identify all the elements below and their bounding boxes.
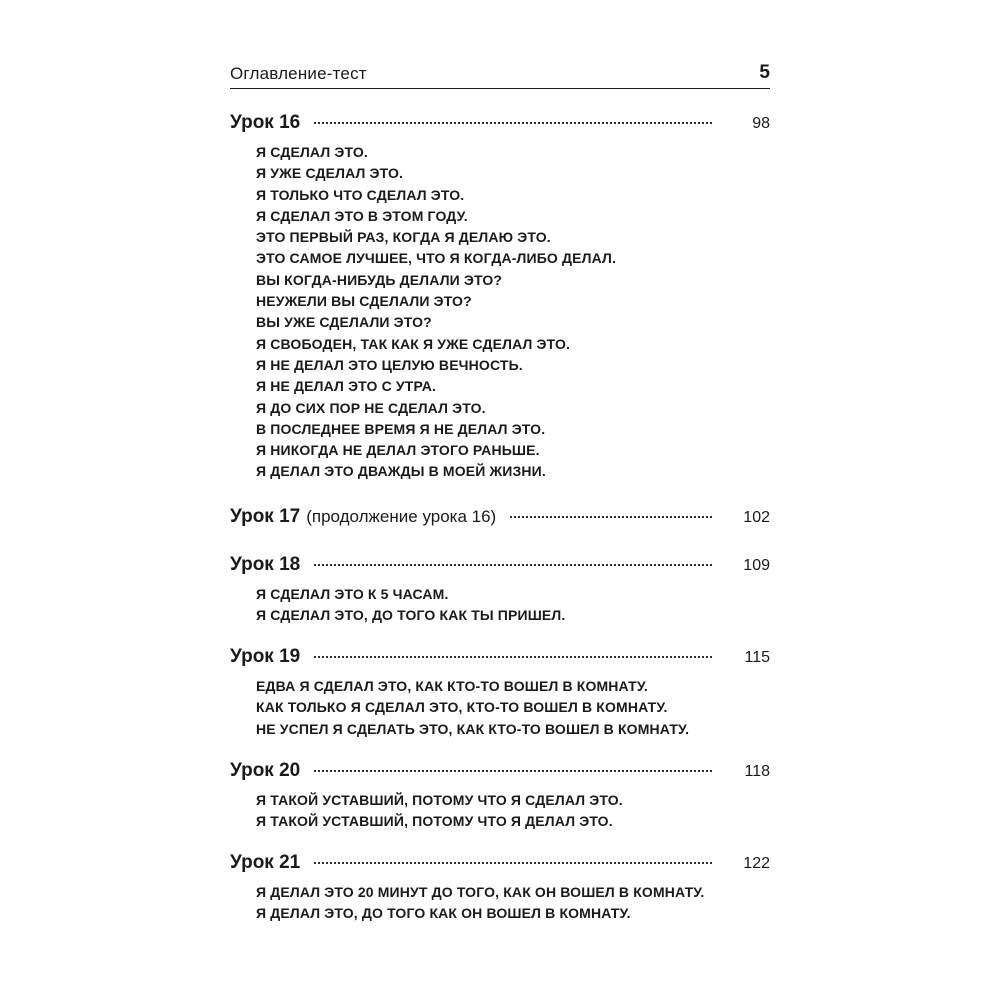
toc-entry-lesson-20[interactable] — [230, 760, 770, 833]
lesson-title: Урок 16 — [230, 112, 301, 133]
lesson-phrase: Я НЕ ДЕЛАЛ ЭТО ЦЕЛУЮ ВЕЧНОСТЬ. — [256, 356, 523, 373]
lesson-phrase-list — [230, 676, 770, 740]
lesson-title: Урок 18 — [230, 554, 301, 575]
lesson-phrase: Я СДЕЛАЛ ЭТО К 5 ЧАСАМ. — [256, 586, 449, 602]
lesson-page-number: 115 — [744, 649, 770, 666]
toc-entry-heading — [230, 506, 770, 532]
lesson-page-number: 118 — [744, 763, 770, 780]
lesson-phrase: Я ДЕЛАЛ ЭТО, ДО ТОГО КАК ОН ВОШЕЛ В КОМНАТУ. — [256, 905, 631, 922]
running-header — [230, 62, 770, 89]
toc-entry-lesson-18[interactable] — [230, 554, 770, 627]
lesson-page-number: 122 — [743, 855, 770, 872]
lesson-phrase-list — [230, 882, 770, 925]
dot-leader — [314, 862, 712, 864]
lesson-phrase: Я ТАКОЙ УСТАВШИЙ, ПОТОМУ ЧТО Я ДЕЛАЛ ЭТО. — [256, 813, 613, 830]
lesson-phrase-list — [230, 790, 770, 833]
running-title: Оглавление-тест — [230, 64, 367, 83]
lesson-phrase: Я НЕ ДЕЛАЛ ЭТО С УТРА. — [256, 378, 437, 395]
dot-leader — [314, 122, 712, 124]
lesson-phrase: ЕДВА Я СДЕЛАЛ ЭТО, КАК КТО-ТО ВОШЕЛ В КОМНАТУ. — [256, 678, 648, 694]
lesson-phrase-list — [230, 584, 770, 627]
lesson-phrase: Я ТОЛЬКО ЧТО СДЕЛАЛ ЭТО. — [256, 186, 465, 203]
lesson-phrase: ВЫ КОГДА-НИБУДЬ ДЕЛАЛИ ЭТО? — [256, 271, 503, 288]
toc-entry-lesson-17[interactable] — [230, 506, 770, 532]
lesson-phrase: Я ТАКОЙ УСТАВШИЙ, ПОТОМУ ЧТО Я СДЕЛАЛ ЭТО. — [256, 792, 623, 808]
lesson-phrase: Я ДЕЛАЛ ЭТО ДВАЖДЫ В МОЕЙ ЖИЗНИ. — [256, 463, 546, 480]
lesson-phrase-list — [230, 142, 770, 483]
lesson-phrase: Я ДО СИХ ПОР НЕ СДЕЛАЛ ЭТО. — [256, 399, 486, 416]
toc-entry-heading — [230, 646, 770, 672]
lesson-phrase: Я ДЕЛАЛ ЭТО 20 МИНУТ ДО ТОГО, КАК ОН ВОШЕЛ В КОМНАТУ. — [256, 884, 705, 900]
toc-entry-heading — [230, 852, 770, 878]
lesson-phrase: ЭТО ПЕРВЫЙ РАЗ, КОГДА Я ДЕЛАЮ ЭТО. — [256, 229, 551, 246]
lesson-page-number: 98 — [752, 115, 770, 132]
lesson-phrase: Я СВОБОДЕН, ТАК КАК Я УЖЕ СДЕЛАЛ ЭТО. — [256, 335, 571, 352]
toc-entry-lesson-19[interactable] — [230, 646, 770, 740]
lesson-phrase: НЕ УСПЕЛ Я СДЕЛАТЬ ЭТО, КАК КТО-ТО ВОШЕЛ В КОМНАТУ. — [256, 720, 690, 737]
lesson-phrase: Я СДЕЛАЛ ЭТО. — [256, 144, 368, 160]
dot-leader — [314, 564, 712, 566]
dot-leader — [314, 656, 712, 658]
lesson-note: (продолжение урока 16) — [306, 507, 497, 526]
toc-entry-lesson-21[interactable] — [230, 852, 770, 925]
lesson-title: Урок 19 — [230, 646, 301, 667]
lesson-phrase: ЭТО САМОЕ ЛУЧШЕЕ, ЧТО Я КОГДА-ЛИБО ДЕЛАЛ. — [256, 250, 617, 267]
lesson-page-number: 102 — [743, 509, 770, 526]
lesson-phrase: Я УЖЕ СДЕЛАЛ ЭТО. — [256, 165, 404, 182]
toc-page — [230, 0, 770, 1000]
toc-entry-heading — [230, 112, 770, 138]
lesson-title: Урок 20 — [230, 760, 301, 781]
lesson-phrase: Я НИКОГДА НЕ ДЕЛАЛ ЭТОГО РАНЬШЕ. — [256, 442, 540, 459]
lesson-title: Урок 17 — [230, 506, 301, 527]
lesson-phrase: ВЫ УЖЕ СДЕЛАЛИ ЭТО? — [256, 314, 432, 331]
lesson-phrase: Я СДЕЛАЛ ЭТО В ЭТОМ ГОДУ. — [256, 207, 468, 224]
page-number: 5 — [759, 62, 770, 83]
lesson-title: Урок 21 — [230, 852, 301, 873]
dot-leader — [510, 516, 712, 518]
toc-entry-heading — [230, 554, 770, 580]
lesson-phrase: Я СДЕЛАЛ ЭТО, ДО ТОГО КАК ТЫ ПРИШЕЛ. — [256, 607, 566, 624]
toc-entry-lesson-16[interactable] — [230, 112, 770, 483]
lesson-phrase: В ПОСЛЕДНЕЕ ВРЕМЯ Я НЕ ДЕЛАЛ ЭТО. — [256, 420, 546, 437]
dot-leader — [314, 770, 712, 772]
lesson-phrase: НЕУЖЕЛИ ВЫ СДЕЛАЛИ ЭТО? — [256, 293, 472, 310]
lesson-phrase: КАК ТОЛЬКО Я СДЕЛАЛ ЭТО, КТО-ТО ВОШЕЛ В КОМНАТУ. — [256, 699, 668, 716]
toc-entry-heading — [230, 760, 770, 786]
lesson-page-number: 109 — [743, 557, 770, 574]
